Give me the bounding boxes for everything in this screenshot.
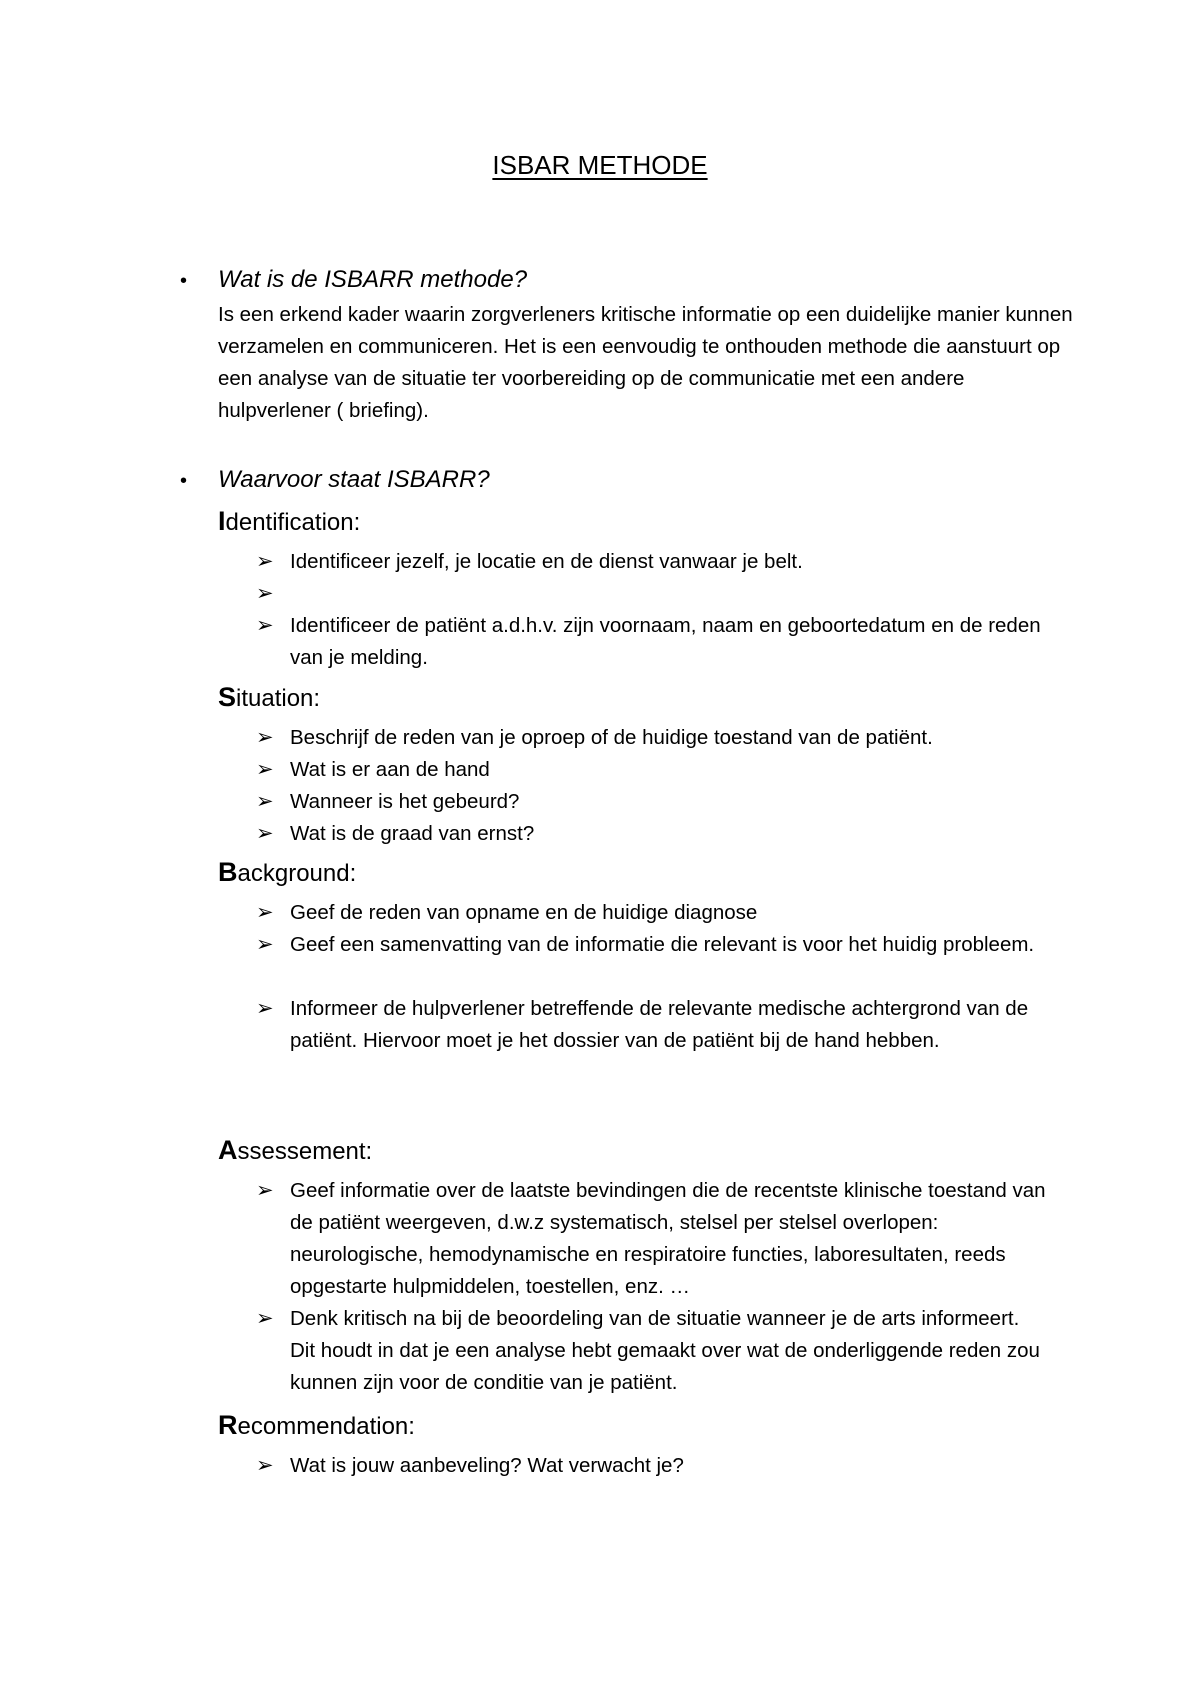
bullet-icon: • [180, 470, 188, 492]
list-item: ➢ Wat is jouw aanbeveling? Wat verwacht je? [256, 1450, 1050, 1482]
answer-1: Is een erkend kader waarin zorgverleners kritische informatie op een duidelijke manier kunnen verzamelen en communiceren. Het is een eenvoudig te onthouden methode die aanstuurt op een analyse van de situatie ter voorbereiding op de communicatie met een andere hulpverlener ( briefing). [218, 303, 1073, 422]
heading-recommendation [218, 1410, 415, 1441]
list-item: ➢ Beschrijf de reden van je oproep of de huidige toestand van de patiënt. [256, 722, 1050, 754]
arrow-bullet-icon: ➢ [256, 614, 274, 637]
arrow-bullet-icon: ➢ [256, 997, 274, 1020]
list-item: ➢ Denk kritisch na bij de beoordeling van de situatie wanneer je de arts informeert. Dit houdt in dat je een analyse hebt gemaakt over wat de onderliggende reden zou kunnen zijn voor de conditie van je patiënt. [256, 1303, 1050, 1399]
heading-rest: ituation: [236, 685, 321, 712]
arrow-bullet-icon: ➢ [256, 550, 274, 573]
heading-initial: B [218, 857, 238, 887]
question-2: Waarvoor staat ISBARR? [218, 466, 490, 493]
list-item: ➢ Informeer de hulpverlener betreffende de relevante medische achtergrond van de patiënt. Hiervoor moet je het dossier van de patiënt bij de hand hebben. [256, 993, 1050, 1057]
arrow-bullet-icon: ➢ [256, 758, 274, 781]
heading-rest: ssessement: [237, 1138, 373, 1165]
list-item: ➢ Identificeer jezelf, je locatie en de dienst vanwaar je belt. [256, 546, 1050, 578]
list-item: ➢ Wanneer is het gebeurd? [256, 786, 1050, 818]
bullet-icon: • [180, 270, 188, 292]
arrow-bullet-icon: ➢ [256, 726, 274, 749]
question-1: Wat is de ISBARR methode? [218, 266, 528, 293]
heading-initial: I [218, 506, 226, 536]
document-title: ISBAR METHODE [492, 150, 708, 180]
list-item: ➢ Geef informatie over de laatste bevindingen die de recentste klinische toestand van de patiënt weergeven, d.w.z systematisch, stelsel per stelsel overlopen: neurologische, hemodynamische en respiratoire functies, laboresultaten, reeds opgestarte hulpmiddelen, toestellen, enz. … [256, 1175, 1050, 1303]
arrow-bullet-icon: ➢ [256, 790, 274, 813]
heading-initial: S [218, 682, 237, 712]
arrow-bullet-icon: ➢ [256, 1307, 274, 1330]
heading-initial: R [218, 1410, 238, 1440]
list-item: ➢ Identificeer de patiënt a.d.h.v. zijn voornaam, naam en geboortedatum en de reden van je melding. [256, 610, 1050, 674]
heading-rest: dentification: [225, 509, 361, 536]
heading-rest: ackground: [237, 860, 357, 887]
list-item: ➢ Wat is de graad van ernst? [256, 818, 1050, 850]
arrow-bullet-icon: ➢ [256, 1179, 274, 1202]
heading-rest: ecommendation: [237, 1413, 415, 1440]
arrow-bullet-icon: ➢ [256, 1454, 274, 1477]
heading-background [218, 857, 356, 888]
heading-initial: A [218, 1135, 238, 1165]
list-item: ➢ Geef een samenvatting van de informatie die relevant is voor het huidig probleem. [256, 929, 1050, 961]
heading-situation [218, 682, 320, 713]
heading-identification [218, 506, 360, 537]
arrow-bullet-icon: ➢ [256, 901, 274, 924]
list-item: ➢ Geef de reden van opname en de huidige diagnose [256, 897, 1050, 929]
heading-assessement [218, 1135, 372, 1166]
arrow-bullet-icon: ➢ [256, 933, 274, 956]
arrow-bullet-icon: ➢ [256, 822, 274, 845]
arrow-bullet-icon: ➢ [256, 582, 274, 605]
list-item: ➢ Wat is er aan de hand [256, 754, 1050, 786]
